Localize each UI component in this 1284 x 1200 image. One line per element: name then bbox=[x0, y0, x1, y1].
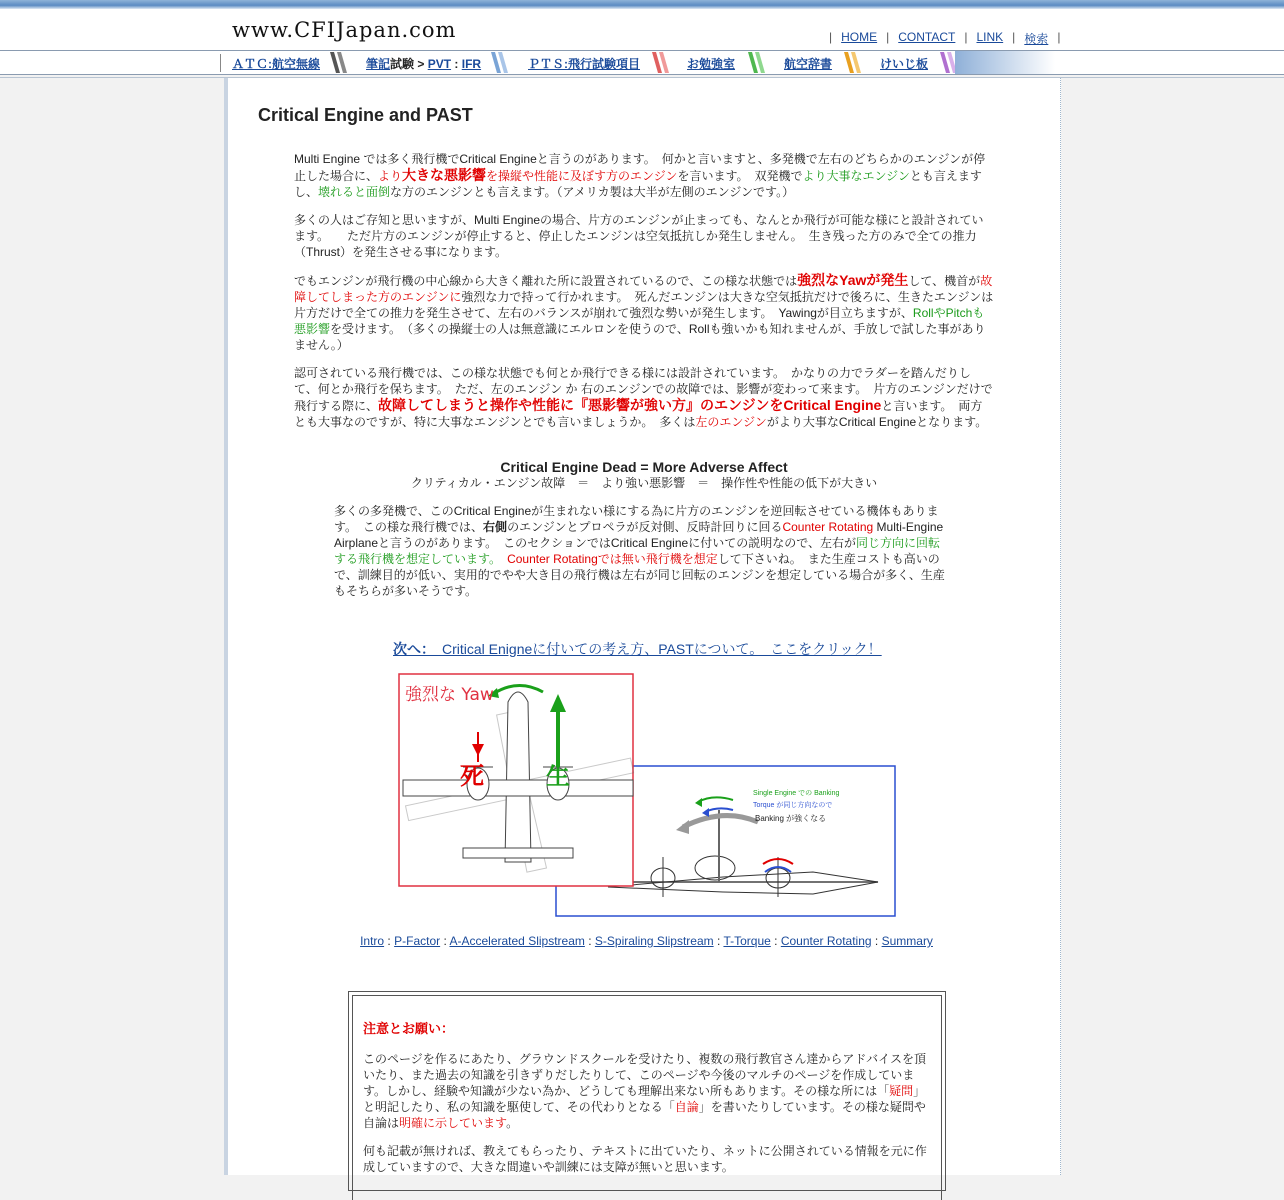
nav-ifr[interactable]: IFR bbox=[461, 57, 482, 71]
text: とも言えますし、 bbox=[294, 169, 982, 199]
page-title: Critical Engine and PAST bbox=[258, 105, 473, 125]
text: を受けます。 （多くの操縦士の人は無意識にエルロンを使うので、Rollも強いかも知れませんが、手放しで試した事がありません。） bbox=[294, 322, 986, 352]
nav-written[interactable]: 筆記 bbox=[366, 57, 391, 71]
diagram-yaw-label: 強烈な Yaw bbox=[405, 685, 494, 705]
text-green: 壊れると面倒 bbox=[318, 185, 391, 199]
text: 。 bbox=[506, 1116, 519, 1130]
notice-title: 注意とお願い： bbox=[363, 1021, 455, 1036]
separator: | bbox=[829, 30, 833, 44]
contact-link[interactable]: CONTACT bbox=[898, 30, 956, 44]
main-nav bbox=[0, 51, 1284, 74]
section-links bbox=[228, 934, 1065, 948]
diagram-note-3: Banking が強くなる bbox=[755, 814, 827, 823]
separator: : bbox=[443, 934, 447, 948]
text-red: 疑問 bbox=[889, 1084, 914, 1098]
critical-engine-diagram bbox=[393, 672, 898, 922]
text: 認可されている飛行機では、この様な状態でも何とか飛行できる様には設計されています。 かなりの力でラダーを踏んだりして、何とか飛行を保ちます。 ただ、左のエンジン か 右のエンジンでの故障では、影響が変わって来ます。 片方のエンジンだけで飛行する際に、 bbox=[294, 366, 993, 413]
top-stripe bbox=[0, 0, 1284, 9]
text: を言います。 双発機で bbox=[677, 169, 803, 183]
top-view-panel bbox=[393, 674, 649, 894]
text bbox=[495, 552, 507, 566]
text-red: 明確に示しています bbox=[399, 1116, 507, 1130]
nav-stripes-orange-icon bbox=[842, 52, 864, 73]
text: Multi-Engine Airplaneと言うのがあります。 このセクションではCritical Engineに付いての説明なので、左右が bbox=[334, 520, 944, 550]
text-red-bold: 強烈なYawが発生 bbox=[797, 272, 909, 288]
text-green: より大事なエンジン bbox=[802, 169, 910, 183]
text-red: 自論 bbox=[674, 1100, 699, 1114]
link-spiraling-slipstream[interactable]: S-Spiraling Slipstream bbox=[594, 934, 714, 948]
nav-colon: : bbox=[454, 57, 459, 71]
separator: : bbox=[774, 934, 778, 948]
link-counter-rotating[interactable]: Counter Rotating bbox=[780, 934, 872, 948]
text: 多くの多発機で、このCritical Engineが生まれない様にする為に片方のエンジンを逆回転させている機体もあります。 この様な飛行機では、 bbox=[334, 504, 939, 534]
text: このページを作るにあたり、グラウンドスクールを受けたり、複数の飛行教官さん達からアドバイスを頂いたり、また過去の知識を引きずりだしたりして、このページや今後のマルチのページを作成しています。しかし、経験や知識が少ない為か、どうしても理解出来ない所もあります。その様な所には「 bbox=[363, 1052, 927, 1098]
notice-box bbox=[348, 991, 946, 1191]
main-content bbox=[224, 78, 1061, 1175]
nav-stripes-gray-icon bbox=[328, 52, 350, 73]
separator: | bbox=[886, 30, 890, 44]
nav-study[interactable]: お勉強室 bbox=[687, 57, 736, 71]
nav-pts[interactable]: ＰＴＳ:飛行試験項目 bbox=[528, 57, 640, 71]
nav-board[interactable]: けいじ板 bbox=[880, 57, 929, 71]
diagram-dead-label: 死 bbox=[460, 762, 484, 790]
separator: : bbox=[874, 934, 879, 948]
text-red: Counter Rotating bbox=[782, 520, 874, 534]
formula-japanese: クリティカル・エンジン故障 ＝ より強い悪影響 ＝ 操作性や性能の低下が大きい bbox=[410, 476, 878, 490]
diagram-note-2: Torque が同じ方向なので bbox=[753, 802, 833, 809]
link-intro[interactable]: Intro bbox=[360, 934, 385, 948]
home-link[interactable]: HOME bbox=[841, 30, 878, 44]
text-bold: 右側 bbox=[483, 520, 508, 534]
notice-paragraph-2: 何も記載が無ければ、教えてもらったり、テキストに出ていたり、ネットに公開されている情報を元に作成していますので、大きな間違いや訓練には支障が無いと思います。 bbox=[363, 1144, 927, 1174]
nav-pvt[interactable]: PVT bbox=[427, 57, 452, 71]
text: 」を書いたりしています。その様な疑問や自論は bbox=[363, 1100, 926, 1130]
next-link-row bbox=[393, 639, 882, 659]
link-link[interactable]: LINK bbox=[976, 30, 1004, 44]
separator: | bbox=[1012, 30, 1016, 44]
site-logo[interactable]: www.CFIJapan.com bbox=[232, 18, 457, 42]
notice-inner bbox=[352, 995, 942, 1200]
text-red-bold: 故障してしまうと操作や性能に『悪影響が強い方』のエンジンをCritical Engine bbox=[378, 397, 882, 413]
separator: : bbox=[716, 934, 721, 948]
link-accelerated-slipstream[interactable]: A-Accelerated Slipstream bbox=[449, 934, 585, 948]
paragraph-2: 多くの人はご存知と思いますが、Multi Engineの場合、片方のエンジンが止まっても、なんとか飛行が可能な様にと設計されています。 ただ片方のエンジンが停止すると、停止したエンジンは空気抵抗しか発生しません。 生き残った方のみで全ての推力（Thrust）を発生させる事になります。 bbox=[294, 213, 984, 259]
top-links bbox=[820, 30, 1069, 47]
nav-gradient bbox=[955, 51, 1055, 74]
next-page-link[interactable] bbox=[393, 641, 882, 657]
text: 」と明記したり、私の知識を駆使して、その代わりとなる「 bbox=[363, 1084, 926, 1114]
search-link[interactable]: 検索 bbox=[1024, 32, 1049, 46]
paragraph-4 bbox=[294, 365, 994, 430]
text-red: 左のエンジン bbox=[695, 415, 767, 429]
paragraph-3 bbox=[294, 272, 994, 353]
text-green: 同じ方向に回転する飛行機を想定しています。 bbox=[334, 536, 940, 566]
text-red: を操縦や性能に及ぼす方のエンジン bbox=[486, 169, 678, 183]
text-red: Counter Rotatingでは無い飛行機を想定 bbox=[507, 552, 718, 566]
text: のエンジンとプロペラが反対側、反時計回りに回る bbox=[507, 520, 783, 534]
nav-stripes-red-icon bbox=[650, 52, 672, 73]
next-link-text: Critical Enigneに付いての考え方、PASTについて。 ここをクリック！ bbox=[442, 641, 882, 657]
nav-exam-label: 試験 > bbox=[390, 57, 425, 71]
text: 強烈な力で持って行かれます。 死んだエンジンは大きな空気抵抗だけで後ろに、生きたエンジンは片方だけで全ての推力を発生させて、左右のバランスが崩れて強烈な勢いが発生します。 Yawingが目立ちますが、 bbox=[294, 290, 994, 320]
separator: : bbox=[588, 934, 592, 948]
text-red: 故障してしまった方のエンジンに bbox=[294, 274, 993, 304]
separator: : bbox=[387, 934, 391, 948]
nav-atc[interactable]: ＡＴＣ:航空無線 bbox=[232, 57, 320, 71]
link-p-factor[interactable]: P-Factor bbox=[394, 934, 441, 948]
formula-heading: Critical Engine Dead = More Adverse Affect bbox=[500, 459, 788, 475]
link-summary[interactable]: Summary bbox=[881, 934, 933, 948]
paragraph-5 bbox=[334, 503, 946, 599]
text-green: RollやPitchも悪影響 bbox=[294, 306, 985, 336]
text: Multi Engine では多く飛行機でCritical Engineと言うのがあります。 何かと言いますと、多発機で左右のどちらかのエンジンが停止した場合に、 bbox=[294, 152, 986, 183]
text: でもエンジンが飛行機の中心線から大きく離れた所に設置されているので、この様な状態では bbox=[294, 274, 798, 288]
paragraph-1 bbox=[294, 151, 992, 200]
nav-divider bbox=[220, 54, 221, 72]
separator: | bbox=[964, 30, 968, 44]
link-torque[interactable]: T-Torque bbox=[723, 934, 771, 948]
separator: | bbox=[1057, 30, 1061, 44]
nav-dictionary[interactable]: 航空辞書 bbox=[784, 57, 833, 71]
diagram-note-1: Single Engine での Banking bbox=[753, 790, 840, 797]
nav-written-exam bbox=[366, 55, 481, 72]
site-header bbox=[0, 9, 1284, 50]
text: して下さいね。 また生産コストも高いので、訓練目的が低い、実用的でやや大き目の飛行機は左右が同じ回転のエンジンを想定している場合が多く、生産もそちらが多いそうです。 bbox=[334, 552, 945, 598]
nav-border-bottom bbox=[0, 74, 1284, 75]
notice-paragraph-1 bbox=[363, 1051, 927, 1131]
text: がより大事なCritical Engineとなります。 bbox=[766, 415, 988, 429]
diagram-alive-label: 生 bbox=[546, 762, 570, 790]
nav-stripes-blue-icon bbox=[489, 52, 511, 73]
text: と言います。 両方とも大事なのですが、特に大事なエンジンとでも言いましょうか。 多くは bbox=[294, 399, 983, 429]
text-red-bold: 大きな悪影響 bbox=[402, 167, 487, 183]
text-red: より bbox=[378, 169, 403, 183]
next-label: 次へ： bbox=[393, 641, 428, 657]
text: な方のエンジンとも言えます。（アメリカ製は大半が左側のエンジンです。） bbox=[390, 185, 795, 199]
text: して、機首が bbox=[908, 274, 981, 288]
nav-stripes-green-icon bbox=[746, 52, 768, 73]
